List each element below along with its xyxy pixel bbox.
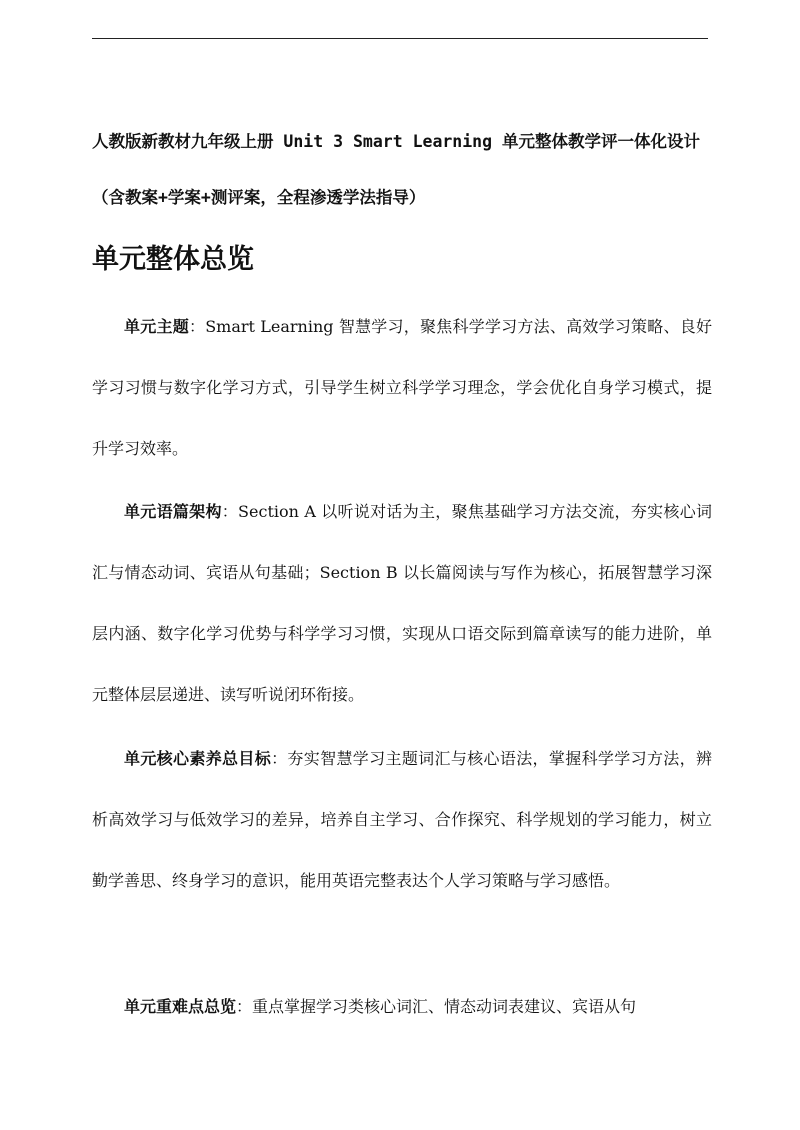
paragraph-unit-theme <box>92 296 712 479</box>
paragraph-key-difficulties <box>92 976 712 1037</box>
paragraph-text: ：Smart Learning 智慧学习，聚焦科学学习方法、高效学习策略、良好学习习惯与数字化学习方式，引导学生树立科学学习理念，学会优化自身学习模式，提升学习效率。 <box>92 317 712 458</box>
paragraph-label: 单元重难点总览 <box>124 997 237 1016</box>
document-title: 人教版新教材九年级上册 Unit 3 Smart Learning 单元整体教学评一体化设计（含教案+学案+测评案，全程渗透学法指导） <box>92 132 700 207</box>
section-heading: 单元整体总览 <box>92 244 254 275</box>
paragraph-text: ：夯实智慧学习主题词汇与核心语法，掌握科学学习方法，辨析高效学习与低效学习的差异，培养自主学习、合作探究、科学规划的学习能力，树立勤学善思、终身学习的意识，能用英语完整表达个人学习策略与学习感悟。 <box>92 749 712 890</box>
header-rule <box>92 38 708 39</box>
paragraph-label: 单元主题 <box>124 317 189 336</box>
paragraph-label: 单元核心素养总目标 <box>124 749 272 768</box>
paragraph-text: ：Section A 以听说对话为主，聚焦基础学习方法交流，夯实核心词汇与情态动词、宾语从句基础；Section B 以长篇阅读与写作为核心，拓展智慧学习深层内涵、数字化学习优势与科学学习习惯，实现从口语交际到篇章读写的能力进阶，单元整体层层递进、读写听说闭环衔接。 <box>92 502 712 704</box>
paragraph-label: 单元语篇架构 <box>124 502 222 521</box>
paragraph-text: ：重点掌握学习类核心词汇、情态动词表建议、宾语从句 <box>236 997 637 1016</box>
paragraph-discourse-structure <box>92 481 712 725</box>
paragraph-core-literacy-goals <box>92 728 712 911</box>
